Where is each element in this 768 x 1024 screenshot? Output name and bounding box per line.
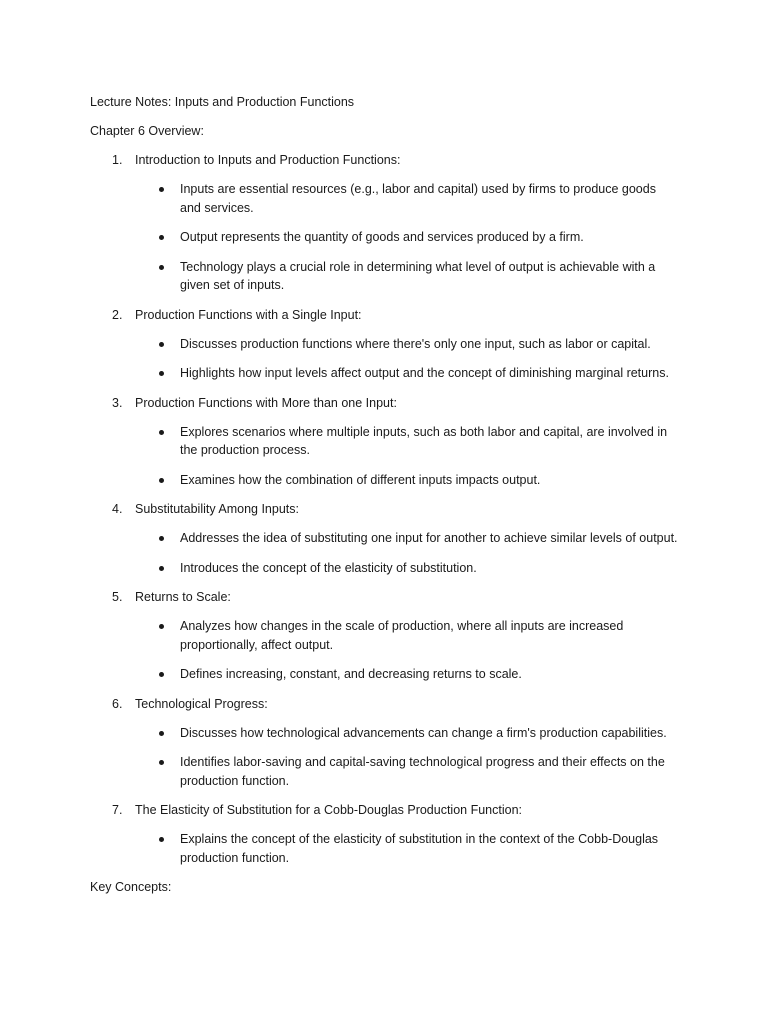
- bullet-list: [135, 617, 690, 684]
- bullet-text: Identifies labor-saving and capital-saving technological progress and their effects on the production function.: [180, 755, 665, 788]
- bullet-icon: [159, 187, 164, 192]
- bullet-icon: [159, 265, 164, 270]
- bullet-text: Technology plays a crucial role in determining what level of output is achievable with a given set of inputs.: [180, 259, 656, 292]
- bullet-text: Discusses how technological advancements can change a firm's production capabilities.: [180, 725, 667, 740]
- bullet-item: [135, 617, 680, 654]
- bullet-icon: [159, 672, 164, 677]
- section-number: 7.: [112, 803, 123, 817]
- section-item: [90, 695, 690, 791]
- document-page: [90, 93, 690, 896]
- bullet-text: Defines increasing, constant, and decreasing returns to scale.: [180, 667, 522, 681]
- bullet-item: [135, 665, 680, 684]
- bullet-item: [135, 228, 680, 247]
- bullet-list: [135, 529, 690, 577]
- bullet-item: [135, 753, 680, 790]
- bullet-item: [135, 559, 680, 578]
- bullet-icon: [159, 837, 164, 842]
- section-item: [90, 801, 690, 867]
- bullet-item: [135, 423, 680, 460]
- bullet-icon: [159, 235, 164, 240]
- bullet-text: Introduces the concept of the elasticity of substitution.: [180, 560, 477, 575]
- bullet-text: Addresses the idea of substituting one input for another to achieve similar levels of output.: [180, 531, 678, 545]
- bullet-list: [135, 724, 690, 791]
- bullet-icon: [159, 342, 164, 347]
- bullet-list: [135, 830, 690, 867]
- section-item: [90, 500, 690, 577]
- document-title: Lecture Notes: Inputs and Production Functions: [90, 95, 355, 109]
- bullet-list: [135, 423, 690, 490]
- overview-heading: Chapter 6 Overview:: [90, 124, 204, 138]
- bullet-icon: [159, 478, 164, 483]
- section-title: Substitutability Among Inputs:: [135, 502, 299, 516]
- section-title: Returns to Scale:: [135, 590, 231, 604]
- bullet-text: Highlights how input levels affect output and the concept of diminishing marginal returns.: [180, 366, 669, 380]
- section-title: The Elasticity of Substitution for a Cobb-Douglas Production Function:: [135, 803, 523, 817]
- bullet-item: [135, 335, 680, 354]
- bullet-text: Inputs are essential resources (e.g., labor and capital) used by firms to produce goods and services.: [180, 182, 656, 215]
- bullet-icon: [159, 566, 164, 571]
- bullet-text: Explores scenarios where multiple inputs, such as both labor and capital, are involved in the production process.: [180, 424, 668, 457]
- bullet-icon: [159, 536, 164, 541]
- bullet-item: [135, 180, 680, 217]
- section-item: [90, 394, 690, 490]
- bullet-list: [135, 335, 690, 383]
- bullet-icon: [159, 760, 164, 765]
- section-number: 4.: [112, 502, 123, 516]
- section-number: 2.: [112, 307, 123, 322]
- bullet-item: [135, 258, 680, 295]
- section-title: Introduction to Inputs and Production Functions:: [135, 153, 401, 167]
- bullet-icon: [159, 624, 164, 629]
- section-number: 5.: [112, 590, 123, 604]
- section-title: Technological Progress:: [135, 696, 268, 711]
- bullet-item: [135, 471, 680, 490]
- bullet-text: Examines how the combination of different inputs impacts output.: [180, 472, 541, 487]
- section-item: [90, 588, 690, 684]
- bullet-list: [135, 180, 690, 295]
- key-concepts-heading: Key Concepts:: [90, 880, 172, 894]
- bullet-item: [135, 724, 680, 743]
- section-list: [90, 151, 690, 867]
- bullet-item: [135, 529, 680, 548]
- bullet-text: Explains the concept of the elasticity of substitution in the context of the Cobb-Douglas production function.: [180, 832, 659, 865]
- section-number: 3.: [112, 395, 123, 410]
- section-title: Production Functions with More than one Input:: [135, 395, 397, 410]
- section-number: 1.: [112, 153, 123, 167]
- section-title: Production Functions with a Single Input:: [135, 307, 362, 322]
- bullet-item: [135, 364, 680, 383]
- bullet-icon: [159, 430, 164, 435]
- bullet-icon: [159, 731, 164, 736]
- section-number: 6.: [112, 696, 123, 711]
- bullet-icon: [159, 371, 164, 376]
- section-item: [90, 151, 690, 295]
- section-item: [90, 306, 690, 383]
- bullet-text: Discusses production functions where there's only one input, such as labor or capital.: [180, 336, 651, 351]
- bullet-text: Analyzes how changes in the scale of production, where all inputs are increased proportionally, affect output.: [180, 619, 624, 652]
- bullet-text: Output represents the quantity of goods and services produced by a firm.: [180, 230, 584, 244]
- bullet-item: [135, 830, 680, 867]
